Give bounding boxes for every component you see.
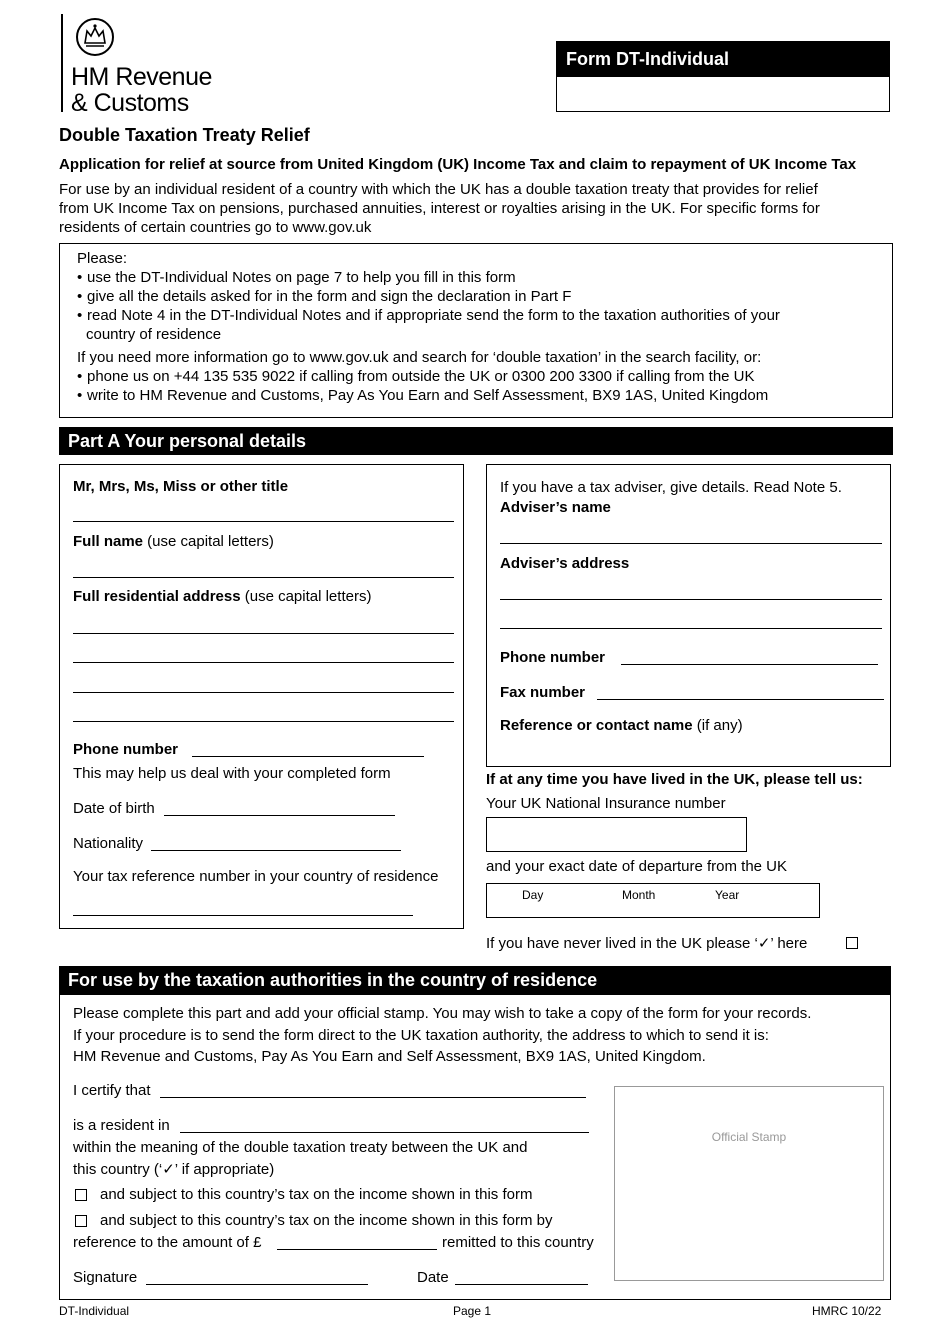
phone-field[interactable] xyxy=(192,756,424,757)
footer-version: HMRC 10/22 xyxy=(812,1304,882,1318)
tax-ref-field[interactable] xyxy=(73,915,413,916)
day-label: Day xyxy=(522,888,544,902)
footer-form-id: DT-Individual xyxy=(59,1304,130,1318)
certify-label: I certify that xyxy=(73,1082,151,1099)
adviser-phone-label: Phone number xyxy=(500,649,606,666)
hmrc-logo xyxy=(61,14,261,117)
address-field-4[interactable] xyxy=(73,721,454,722)
never-lived-label: If you have never lived in the UK please ‘✓’ here xyxy=(486,935,808,952)
instruction-item: • give all the details asked for in the form and sign the declaration in Part F xyxy=(77,287,877,306)
month-label: Month xyxy=(622,888,656,902)
logo-line2: & Customs xyxy=(71,89,189,117)
year-label: Year xyxy=(715,888,740,902)
option-1-label: and subject to this country’s tax on the income shown in this form xyxy=(100,1186,533,1203)
departure-label: and your exact date of departure from the UK xyxy=(486,858,788,875)
option-2-checkbox[interactable] xyxy=(75,1215,87,1227)
part-a-header: Part A Your personal details xyxy=(59,427,893,455)
phone-help: This may help us deal with your completed form xyxy=(73,765,391,782)
footer-page-number: Page 1 xyxy=(453,1304,492,1318)
logo-rule xyxy=(61,14,63,112)
never-lived-checkbox[interactable] xyxy=(846,937,858,949)
resident-label: is a resident in xyxy=(73,1117,170,1134)
adviser-phone-field[interactable] xyxy=(621,664,878,665)
option-2-label: and subject to this country’s tax on the income shown in this form by xyxy=(100,1212,553,1229)
nino-label: Your UK National Insurance number xyxy=(486,795,726,812)
official-stamp-label: Official Stamp xyxy=(711,1130,787,1144)
adviser-ref-hint: (if any) xyxy=(692,717,743,734)
dob-field[interactable] xyxy=(164,815,395,816)
adviser-address-field-1[interactable] xyxy=(500,599,882,600)
page-title: Double Taxation Treaty Relief xyxy=(59,125,310,145)
more-info-text: If you need more information go to www.gov.uk and search for ‘double taxation’ in the search facility, or: xyxy=(77,349,762,366)
adviser-name-label: Adviser’s name xyxy=(500,499,611,516)
contact-item: • write to HM Revenue and Customs, Pay As You Earn and Self Assessment, BX9 1AS, United Kingdom xyxy=(77,386,877,405)
instructions-content xyxy=(77,249,877,405)
full-name-label: Full name xyxy=(73,533,144,550)
address-field-1[interactable] xyxy=(73,633,454,634)
option-2-remitted-label: remitted to this country xyxy=(442,1234,594,1251)
form-title: Form DT-Individual xyxy=(557,42,889,77)
certify-field[interactable] xyxy=(160,1097,586,1098)
dob-label: Date of birth xyxy=(73,800,155,817)
full-name-hint: (use capital letters) xyxy=(143,533,274,550)
adviser-fax-label: Fax number xyxy=(500,684,586,701)
authorities-line: If your procedure is to send the form direct to the UK taxation authority, the address to which to send it is: xyxy=(73,1026,769,1044)
treaty-line: this country (‘✓’ if appropriate) xyxy=(73,1161,275,1178)
address-hint: (use capital letters) xyxy=(240,588,372,605)
departure-date-input[interactable] xyxy=(486,883,820,918)
option-2-amount-label: reference to the amount of £ xyxy=(73,1234,262,1251)
instruction-item-cont: country of residence xyxy=(86,326,222,343)
adviser-name-field[interactable] xyxy=(500,543,882,544)
official-stamp-box xyxy=(614,1086,884,1281)
phone-label: Phone number xyxy=(73,741,179,758)
authorities-header: For use by the taxation authorities in the country of residence xyxy=(59,966,891,995)
title-field[interactable] xyxy=(73,521,454,522)
adviser-address-field-2[interactable] xyxy=(500,628,882,629)
date-field[interactable] xyxy=(455,1284,588,1285)
address-label: Full residential address xyxy=(73,588,241,605)
intro-line: For use by an individual resident of a country with which the UK has a double taxation treaty that provides for relief xyxy=(59,181,818,198)
contact-item: • phone us on +44 135 535 9022 if calling from outside the UK or 0300 200 3300 if calling from the UK xyxy=(77,367,877,386)
nationality-label: Nationality xyxy=(73,835,144,852)
address-field-2[interactable] xyxy=(73,662,454,663)
instruction-item: • read Note 4 in the DT-Individual Notes and if appropriate send the form to the taxation authorities of your xyxy=(77,306,877,325)
authorities-intro xyxy=(73,1003,811,1068)
full-name-field[interactable] xyxy=(73,577,454,578)
resident-field[interactable] xyxy=(180,1132,589,1133)
adviser-ref-label: Reference or contact name xyxy=(500,717,693,734)
authorities-line: HM Revenue and Customs, Pay As You Earn and Self Assessment, BX9 1AS, United Kingdom. xyxy=(73,1048,706,1065)
full-name-label-group xyxy=(73,532,274,551)
instructions-title: Please: xyxy=(77,250,128,267)
nationality-field[interactable] xyxy=(151,850,401,851)
date-label: Date xyxy=(417,1269,449,1286)
address-field-3[interactable] xyxy=(73,692,454,693)
address-label-group xyxy=(73,587,371,606)
form-title-box xyxy=(556,41,890,112)
signature-field[interactable] xyxy=(146,1284,368,1285)
intro-line: residents of certain countries go to www.gov.uk xyxy=(59,219,372,236)
tax-ref-label: Your tax reference number in your country of residence xyxy=(73,868,439,885)
intro-line: from UK Income Tax on pensions, purchased annuities, interest or royalties arising in the UK. For specific forms for xyxy=(59,200,820,217)
adviser-intro: If you have a tax adviser, give details. Read Note 5. xyxy=(500,479,842,496)
authorities-line: Please complete this part and add your official stamp. You may wish to take a copy of the form for your records. xyxy=(73,1005,812,1022)
uk-heading: If at any time you have lived in the UK, please tell us: xyxy=(486,771,863,788)
title-label: Mr, Mrs, Ms, Miss or other title xyxy=(73,478,289,495)
instruction-item: • use the DT-Individual Notes on page 7 to help you fill in this form xyxy=(77,268,877,287)
logo-line1: HM Revenue xyxy=(71,63,212,91)
page-subtitle: Application for relief at source from United Kingdom (UK) Income Tax and claim to repayment of UK Income Tax xyxy=(59,156,857,173)
nino-input[interactable] xyxy=(486,817,747,852)
intro-text xyxy=(59,180,820,237)
adviser-address-label: Adviser’s address xyxy=(500,555,630,572)
treaty-line: within the meaning of the double taxation treaty between the UK and xyxy=(73,1139,528,1156)
adviser-fax-field[interactable] xyxy=(597,699,884,700)
remitted-amount-field[interactable] xyxy=(277,1249,437,1250)
option-1-checkbox[interactable] xyxy=(75,1189,87,1201)
signature-label: Signature xyxy=(73,1269,138,1286)
adviser-ref-group xyxy=(500,716,743,735)
royal-crest-icon xyxy=(75,17,115,57)
treaty-text xyxy=(73,1137,527,1181)
